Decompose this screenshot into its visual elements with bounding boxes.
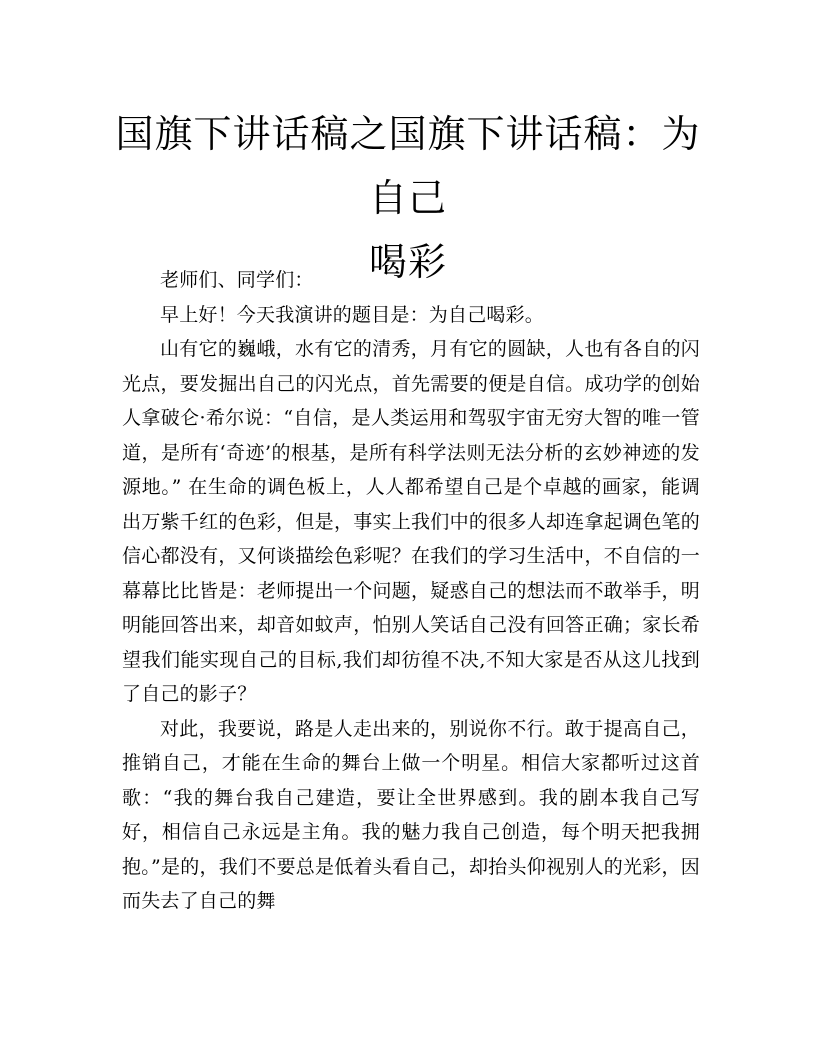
title-line-1: 国旗下讲话稿之国旗下讲话稿：为自己 (115, 112, 701, 220)
salutation-paragraph: 老师们、同学们： (160, 269, 314, 291)
title-line-2: 喝彩 (368, 240, 447, 284)
document-body (122, 263, 700, 919)
body-paragraph-confidence: 山有它的巍峨，水有它的清秀，月有它的圆缺，人也有各自的闪光点，要发掘出自己的闪光点，首先需要的便是自信。成功学的创始人拿破仑·希尔说：“自信，是人类运用和驾驭宇宙无穷大智的唯一管道，是所有‘奇迹’的根基，是所有科学法则无法分析的玄妙神迹的发源地。” 在生命的调色板上，人人都希望自己是个卓越的画家，能调出万紫千红的色彩，但是，事实上我们中的很多人却连拿起调色笔的信心都没有，又何谈描绘色彩呢？在我们的学习生活中，不自信的一幕幕比比皆是：老师提出一个问题，疑惑自己的想法而不敢举手，明明能回答出来，却音如蚊声，怕别人笑话自己没有回答正确；家长希望我们能实现自己的目标,我们却彷徨不决,不知大家是否从这儿找到了自己的影子？ (122, 338, 700, 705)
body-paragraph-stage: 对此，我要说，路是人走出来的，别说你不行。敢于提高自己，推销自己，才能在生命的舞台上做一个明星。相信大家都听过这首歌：“我的舞台我自己建造，要让全世界感到。我的剧本我自己写好，相信自己永远是主角。我的魅力我自己创造，每个明天把我拥抱。”是的，我们不要总是低着头看自己，却抬头仰视别人的光彩，因而失去了自己的舞 (122, 717, 700, 912)
greeting-paragraph: 早上好！今天我演讲的题目是：为自己喝彩。 (160, 303, 545, 326)
